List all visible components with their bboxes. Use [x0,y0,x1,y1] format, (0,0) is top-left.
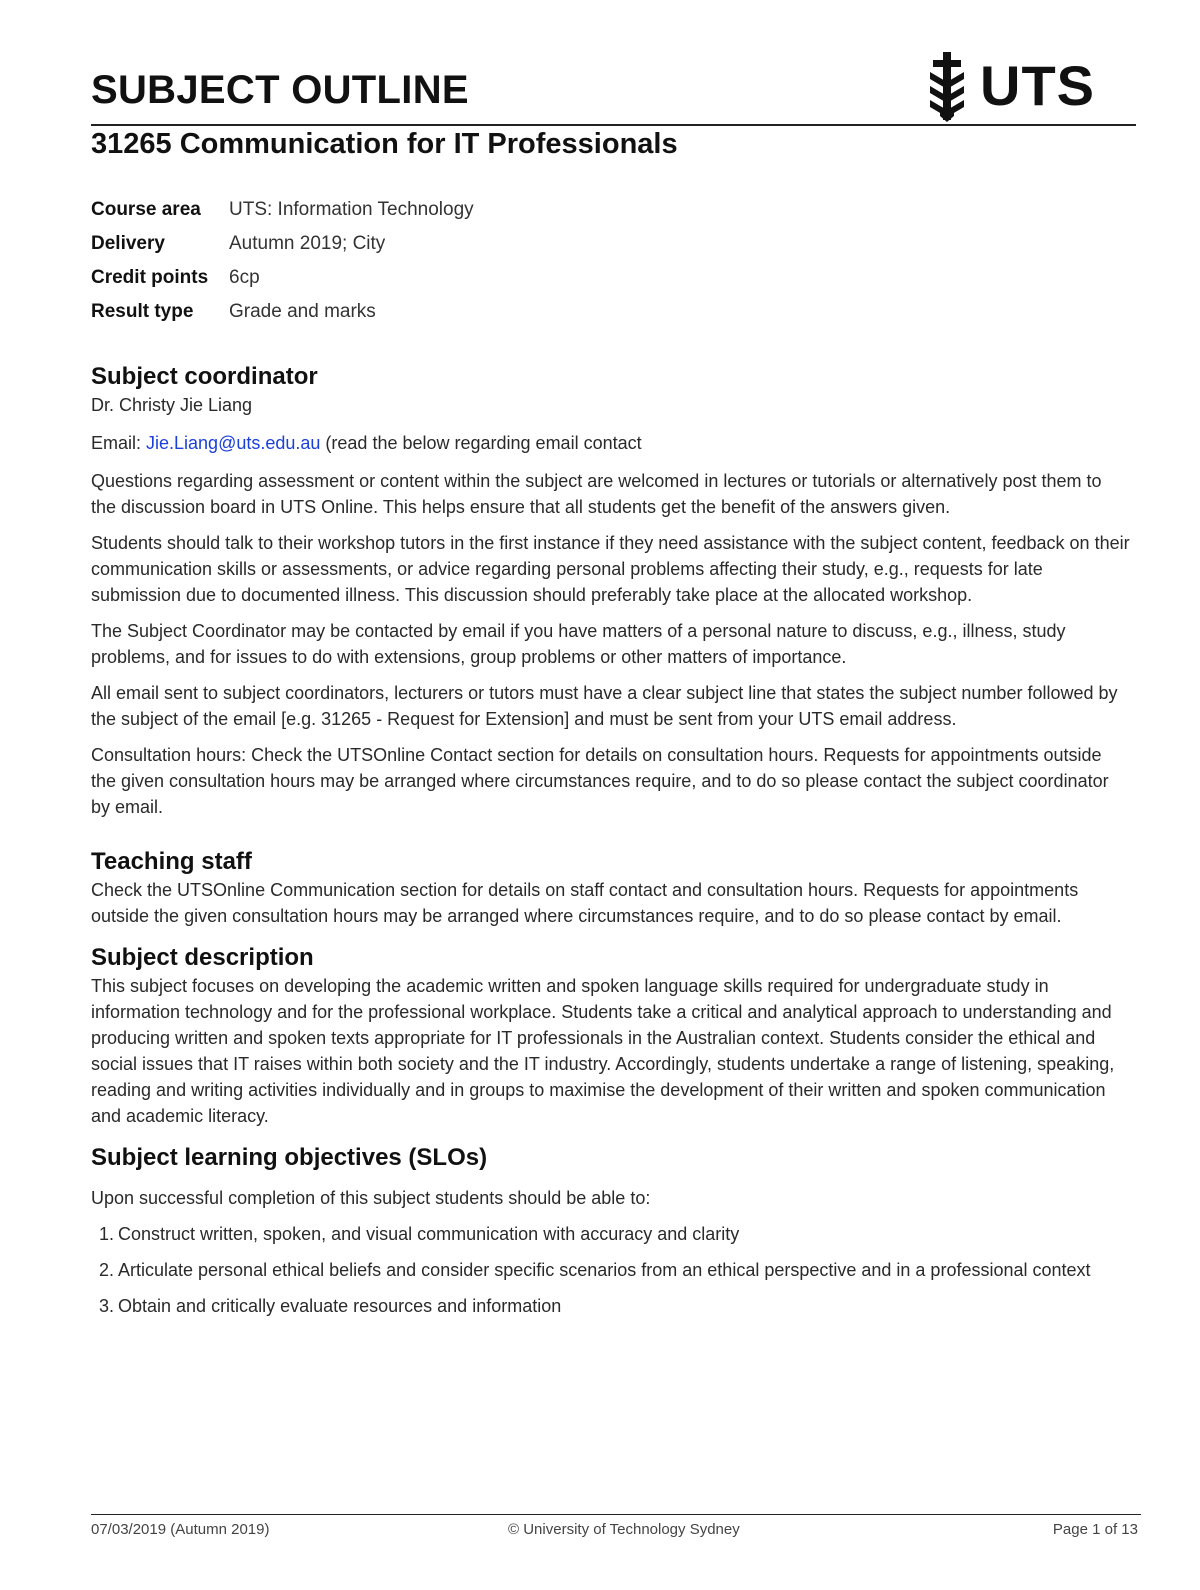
uts-crest-icon [924,52,970,122]
coordinator-paragraph: The Subject Coordinator may be contacted by email if you have matters of a personal nature to discuss, e.g., illness, study problems, and for issues to do with extensions, group problems or other matters of importance. [91,621,1066,667]
list-text: Articulate personal ethical beliefs and consider specific scenarios from an ethical perspective and in a professional context [118,1260,1091,1280]
meta-value: Grade and marks [229,301,376,322]
meta-key: Course area [91,199,201,220]
meta-key: Credit points [91,267,209,288]
teaching-staff-heading: Teaching staff [91,848,252,875]
subject-meta-table [91,193,474,329]
meta-row [91,227,474,261]
list-item [91,1293,1131,1319]
meta-value: Autumn 2019; City [229,233,386,254]
list-text: Construct written, spoken, and visual communication with accuracy and clarity [118,1224,740,1244]
coordinator-paragraph: All email sent to subject coordinators, lecturers or tutors must have a clear subject line that states the subject number followed by the subject of the email [e.g. 31265 - Request for Extension] and must be sent from your UTS email address. [91,683,1118,729]
coordinator-name: Dr. Christy Jie Liang [91,395,253,415]
meta-key: Result type [91,301,194,322]
objectives-heading: Subject learning objectives (SLOs) [91,1144,488,1171]
subject-description-heading: Subject description [91,944,314,971]
footer-copyright: © University of Technology Sydney [508,1521,740,1538]
list-text: Obtain and critically evaluate resources and information [118,1296,562,1316]
list-item [91,1221,1131,1247]
meta-value: UTS: Information Technology [229,199,474,220]
page-title: SUBJECT OUTLINE [91,68,469,112]
main-content [91,362,1131,1329]
coordinator-paragraph: Students should talk to their workshop tutors in the first instance if they need assistance with the subject content, feedback on their communication skills or assessments, or advice regarding personal problems affecting their study, e.g., requests for late submission due to documented illness. This discussion should preferably take place at the allocated workshop. [91,533,1130,605]
header-divider [91,124,1136,126]
footer-date: 07/03/2019 (Autumn 2019) [91,1521,270,1538]
meta-row [91,261,474,295]
list-number: 3. [99,1296,115,1316]
logo-text: UTS [980,54,1095,117]
email-note: (read the below regarding email contact [320,433,642,453]
list-number: 2. [99,1260,115,1280]
footer-page-number: Page 1 of 13 [1052,1521,1138,1538]
footer-divider [91,1514,1141,1515]
meta-row [91,193,474,227]
meta-row [91,295,474,329]
coordinator-paragraph: Questions regarding assessment or content within the subject are welcomed in lectures or tutorials or alternatively post them to the discussion board in UTS Online. This helps ensure that all students get the benefit of the answers given. [91,471,1102,517]
meta-value: 6cp [229,267,260,288]
coordinator-email-link[interactable]: Jie.Liang@uts.edu.au [146,433,321,453]
list-number: 1. [99,1224,115,1244]
objectives-intro: Upon successful completion of this subject students should be able to: [91,1188,651,1208]
coordinator-paragraph: Consultation hours: Check the UTSOnline Contact section for details on consultation hours. Requests for appointments outside the given consultation hours may be arranged where circumstances require, and to do so please contact the subject coordinator by email. [91,745,1109,817]
subject-title: 31265 Communication for IT Professionals [91,128,678,160]
list-item [91,1257,1131,1283]
coordinator-heading: Subject coordinator [91,363,318,390]
uts-logo [924,50,1100,124]
email-label: Email: [91,433,147,453]
objectives-list [91,1221,1131,1319]
subject-description-text: This subject focuses on developing the academic written and spoken language skills required for undergraduate study in information technology and for the professional workplace. Students take a critical and analytical approach to understanding and producing written and spoken texts appropriate for IT professionals in the Australian context. Students consider the ethical and social issues that IT raises within both society and the IT industry. Accordingly, students undertake a range of listening, speaking, reading and writing activities individually and in groups to maximise the development of their written and spoken communication and academic literacy. [91,976,1115,1126]
teaching-staff-text: Check the UTSOnline Communication section for details on staff contact and consultation hours. Requests for appointments outside the given consultation hours may be arranged where circumstances require, and to do so please contact by email. [91,880,1079,926]
coordinator-email-line [91,430,1131,456]
meta-key: Delivery [91,233,165,254]
